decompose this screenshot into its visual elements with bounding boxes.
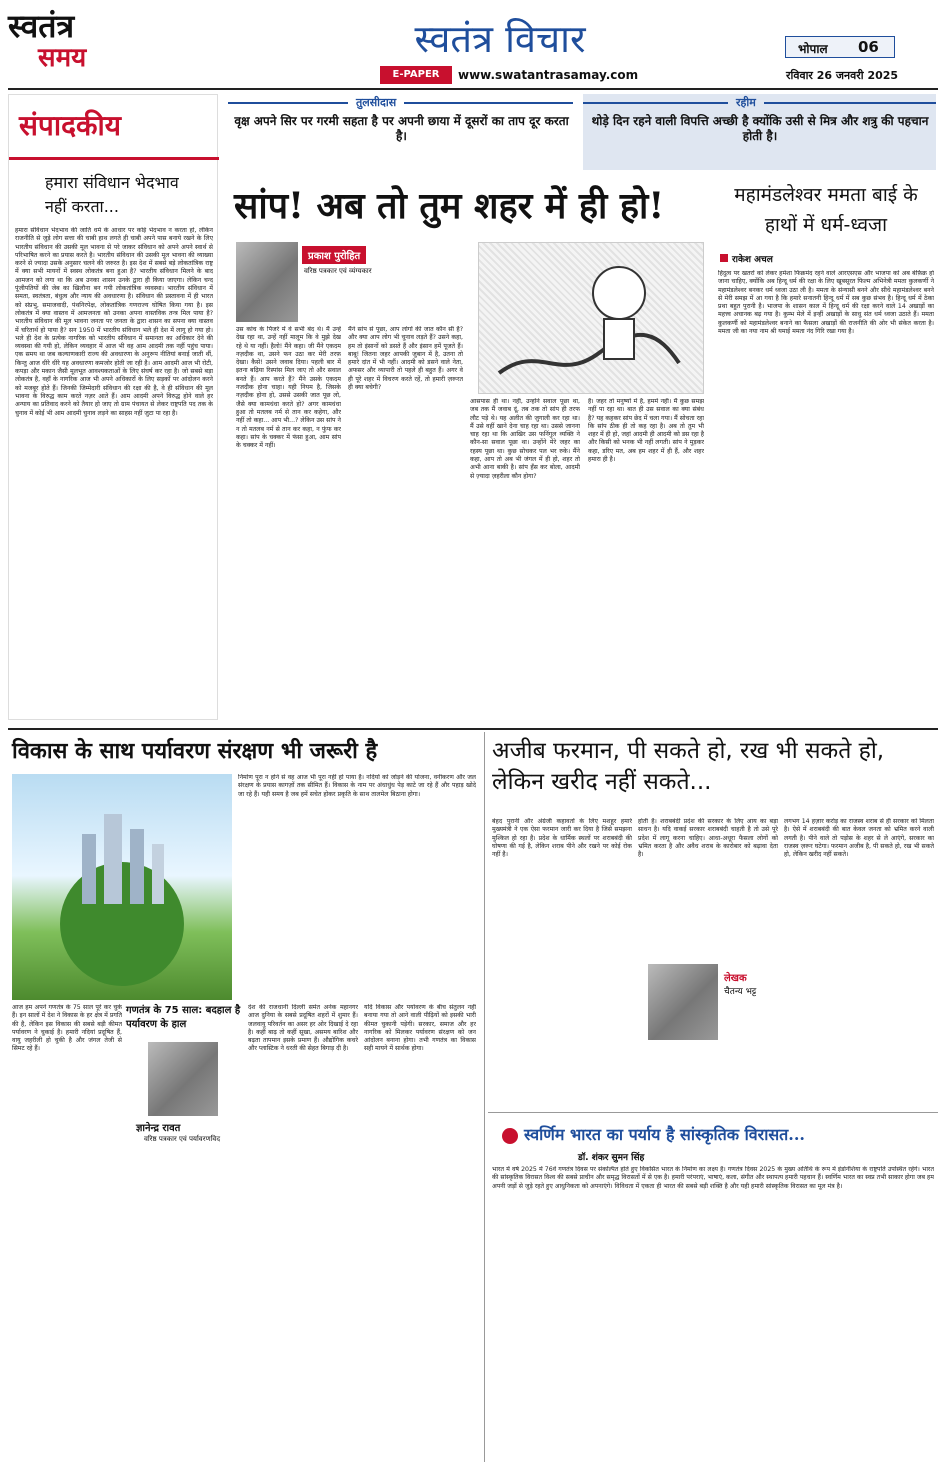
environment-headline: विकास के साथ पर्यावरण संरक्षण भी जरूरी है (12, 738, 378, 764)
environment-body-col1: आज हम अपने गणतंत्र के 75 साल पूरे कर चुके हैं। इन सालों में देश ने विकास के हर क्षेत्र में प्रगति की है, लेकिन इस विकास की सबसे बड़ी कीमत पर्यावरण ने चुकाई है। हमारी नदियां प्रदूषित हैं, वायु जहरीली हो चुकी है और जंगल तेजी से सिमट रहे हैं। (12, 1004, 122, 1053)
environment-body-col3: यदि विकास और पर्यावरण के बीच संतुलन नहीं बनाया गया तो आने वाली पीढ़ियों को इसकी भारी कीमत चुकानी पड़ेगी। सरकार, समाज और हर नागरिक को मिलकर पर्यावरण संरक्षण को जन आंदोलन बनाना होगा। तभी गणतंत्र का विकास सही मायने में सार्थक होगा। (364, 1004, 476, 1053)
author-name-purohit: प्रकाश पुरोहित (302, 246, 366, 264)
quote-author-tulsidas: तुलसीदास (348, 95, 404, 110)
author-label-bhatt: लेखक (724, 973, 747, 984)
satire-body-col1: उस कांच के पिंजरे में वे सभी बंद थे। मैं उन्हें देख रहा था, उन्हें नहीं मालूम कि वे मुझे देख रहे थे या नहीं। हैलो! मैंने कहा। जी मैंने एकदम नज़दीक था, उसने फन उठा कर मेरी तरफ़ देखा। कैसे! उसने जवाब दिया। पहली बार में इतना बढ़िया रिस्पांस मिल जाए तो और सवाल बनते हैं। आप करते हैं? मैंने उसके एकदम नजदीक होना चाहा। यही नियम है, जिसके नज़दीक होना हो, उससे उसकी जात पूछ लो, जैसे क्या कामधंधा करते हो? अगर कामधंधा हुआ तो मतलब नर्म से तान कर कहेगा, और नहीं तो कहा... आप भी...? लेकिन उस सांप ने न तो मतलब नर्म से तान कर कहा, न फुंफ कर कहा। सांप के चक्कर में फंसा हुआ, आम सांप के चक्कर में नहीं। (236, 326, 341, 450)
satire-body-col2: मैंने सांप से पूछा, आप लोगों की जात कौन सी है? और क्या आप लोग भी चुनाव लड़ते हैं? उसने कहा, हम तो इंसानों को डसते हैं और इंसान हमें पूजते हैं। बाबू! जितना जहर आपकी जुबान में है, उतना तो हमारे दांत में भी नहीं। आदमी को डसने वाले नेता, अफसर और व्यापारी तो पहले ही बहुत हैं। अगर वे ही पूरे शहर में विचरण करते रहें, तो हमारी ज़रूरत ही क्या बचेगी? (348, 326, 463, 392)
swarnim-headline: स्वर्णिम भारत का पर्याय है सांस्कृतिक विरासत... (524, 1125, 805, 1144)
sharab-headline: अजीब फरमान, पी सकते हो, रख भी सकते हो, लेकिन खरीद नहीं सकते... (492, 738, 885, 795)
logo-bottom-text: समय (38, 43, 87, 73)
satire-article (228, 176, 706, 724)
logo-top-text: स्वतंत्र (8, 7, 75, 45)
paper-title: स्वतंत्र विचार (414, 17, 586, 61)
dharma-body: हिंदुत्व पर खतरों को लेकर हमेशा फिक्रमंद रहने वाले आरएसएस और भाजपा को अब बेफ़िक्र हो जाना चाहिए, क्योंकि अब हिन्दू धर्म की रक्षा के लिए खूबसूरत फिल्म अभिनेत्री ममता कुलकर्णी ने महामंडलेश्वर बनकर धर्म ध्वजा उठा ली है। ममता के संन्यासी बनने और सीधे महामंडलेश्वर बनने से मेरी समझ में आ गया है कि हमारे सनातनी हिन्दू धर्म में सब कुछ संभव है। हिन्दू धर्म में ठेका प्रथा बहुत पुरानी है। भाजपा के शासन काल में हिन्दू धर्म की रक्षा करने वाले 14 अखाड़ों का महत्त्व अचानक बढ़ गया है। कुम्भ मेले में इन्हीं अखाड़ों के साधु संत धर्म ध्वजा उठाते हैं। ममता कुलकर्णी को महामंडलेश्वर बनाने का फैसला अखाड़ों की राजनीति की ओर भी संकेत करता है। ममता जी का नया नाम श्री यमाई ममता नंद गिरि रखा गया है। (718, 270, 934, 336)
swarnim-body: भारत में वर्ष 2025 में 76वें गणतंत्र दिवस पर संकल्पित होते हुए विकसित भारत के निर्माण का लक्ष्य है। गणतंत्र दिवस 2025 के मुख्य अतिथि के रूप में इंडोनेशिया के राष्ट्रपति उपस्थित रहेंगे। भारत की सांस्कृतिक विरासत विश्व की सबसे प्राचीन और समृद्ध विरासतों में से एक है। हमारी परंपराएं, भाषाएं, कला, संगीत और स्थापत्य हमारी पहचान हैं। स्वर्णिम भारत का स्वप्न तभी साकार होगा जब हम अपनी जड़ों से जुड़े रहते हुए आधुनिकता को अपनाएंगे। विविधता में एकता ही भारत की सबसे बड़ी शक्ति है और यही हमारी सांस्कृतिक विरासत का मूल मंत्र है। (492, 1166, 934, 1190)
satire-body-col4: है। जहर तो मनुष्यों में है, हममें नहीं। मैं कुछ समझ नहीं पा रहा था। बात ही उस सवाल का क्या संबंध है? यह कहकर सांप छेद में चला गया। मैं सोचता रहा कि सांप ठीक ही तो कह रहा है। अब तो तुम भी शहर में ही हो, जहां आदमी ही आदमी को डस रहा है और किसी को भनक भी नहीं लगती। सांप ने मुड़कर कहा, डरिए मत, अब हम शहर में ही हैं, और शहर हमारा ही है। (588, 398, 704, 464)
epaper-badge[interactable] (380, 66, 452, 84)
author-name-bhatt: चैतन्य भट्ट (724, 987, 757, 997)
epaper-label: E-PAPER (392, 69, 440, 80)
sharab-body-col2: होती है। शराबबंदी प्रदेश की सरकार के लिए आय का बड़ा साधन है। यदि वाकई सरकार शराबबंदी चाहती है तो उसे पूरे प्रदेश में लागू करना चाहिए। आधा-अधूरा फैसला लोगों को भ्रमित करता है और अवैध शराब के कारोबार को बढ़ावा देता है। (638, 818, 778, 859)
author-photo-bhatt (648, 964, 718, 1040)
dharma-author: राकेश अचल (732, 255, 773, 265)
dharma-article (712, 176, 938, 724)
editorial-section (8, 94, 218, 720)
author-photo-purohit (236, 242, 298, 322)
logo[interactable] (8, 8, 118, 80)
issue-date: रविवार 26 जनवरी 2025 (786, 69, 899, 82)
snake-cartoon (478, 242, 704, 394)
author-role-rawat: वरिष्ठ पत्रकार एवं पर्यावरणविद (143, 1135, 221, 1143)
swarnim-author: डॉ. शंकर सुमन सिंह (578, 1153, 645, 1163)
quote-text-tulsidas: वृक्ष अपने सिर पर गरमी सहता है पर अपनी छाया में दूसरों का ताप दूर करता है। (234, 114, 569, 143)
environment-article (8, 732, 480, 1462)
swarnim-article (488, 1116, 938, 1462)
editorial-headline: हमारा संविधान भेदभाव नहीं करता... (45, 173, 179, 216)
satire-headline: सांप! अब तो तुम शहर में ही हो! (234, 185, 665, 227)
editorial-body: हमारा संविधान भेदभाव की जाति धर्म के आधार पर कोई भेदभाव न करता हो, लेकिन राजनीति से जुड़े लोग सत्ता की चाबी हाथ लगते ही चाबी अपने पास बनाये रखने के लिए भारतीय संविधान की उसकी मूल भावना से परे जाकर संविधान को अपने अपने स्वार्थ से परिभाषित करने का प्रयास करते है। भारतीय संविधान की उसकी मूल भावना की व्याख्या करने से ज्यादा उसके अनुसार चलने की जरुरत है। इस देश में सबसे बड़े लोकतांत्रिक राष्ट्र में क्या सभी मायनों में स्वस्थ लोकतंत्र बना हुआ है? भारतीय संविधान मिलने के बाद आमजन को लगा था कि अब उनका शासन उनके द्वारा ही किया जाएगा। लेकिन चन्द पूंजीपतियों की जेब का खिलौना बन गयी लोकतांत्रिक व्यवस्था। भारतीय संविधान में समता, स्वतंत्रता, बंधुत्व और न्याय की अवधारणा है। संविधान की प्रस्तावना में ही भारत को संप्रभु, समाजवादी, पंथनिरपेक्ष, लोकतांत्रिक गणराज्य घोषित किया गया है। इस लोकतंत्र में क्या वास्तव में आमजनता को उनका अपना वास्तविक तन्त्र मिल पाया है? भारतीय संविधान की मूल भावना जनता पर जनता के द्वारा शासन का सपना क्या वास्तव में चरितार्थ हो पाया है? सन 1950 में भारतीय संविधान भले ही देश में लागू हो गया हो। भले ही देश के प्रत्येक नागरिक को भारतीय संविधान में समानता का अधिकार देने की व्यवस्था की गयी हो, लेकिन व्यवहार में आज भी वह आम आदमी तक नहीं पहुंच पाया। एक समय था जब कल्याणकारी राज्य की अवधारणा के अनुरूप नीतियां बनाई जाती थीं, किन्तु आज धीरे धीरे यह अवधारणा कमजोर होती जा रही है। आम आदमी आज भी रोटी, कपड़ा और मकान जैसी मूलभूत आवश्यकताओं के लिए संघर्ष कर रहा है। जो सबसे बड़ा लोकतंत्र है, वहाँ के नागरिक आज भी अपने अधिकारों के लिए सड़कों पर आंदोलन करने को मजबूर होते हैं। जिनकी जिम्मेदारी संविधान की रक्षा की है, वे ही संविधान की मूल भावना के विरुद्ध काम करते नज़र आते हैं। आम आदमी अपने विरुद्ध होने वाले हर अन्याय का प्रतिवाद करने को तैयार हो जाए तो ग्राम पंचायत से लेकर राष्ट्रपति पद तक के चुनाव में कोई भी आम आदमी चुनाव लड़ने का साहस नहीं जुटा पा रहा है। (15, 227, 213, 417)
earth-graphic (12, 774, 232, 1000)
author-role-purohit: वरिष्ठ पत्रकार एवं व्यंग्यकार (304, 267, 372, 275)
environment-subhead: गणतंत्र के 75 साल: बदहाल है पर्यावरण के हाल (126, 1005, 241, 1030)
editorial-title: संपादकीय (19, 109, 121, 142)
author-photo-rawat (148, 1042, 218, 1116)
cartoon-drawing (479, 243, 705, 395)
edition-city: भोपाल (798, 42, 828, 56)
page-number: 06 (858, 38, 879, 56)
environment-body-col2: देश की राजधानी दिल्ली समेत अनेक महानगर आज दुनिया के सबसे प्रदूषित शहरों में शुमार हैं। जलवायु परिवर्तन का असर हर ओर दिखाई दे रहा है। कहीं बाढ़ तो कहीं सूखा, असमय बारिश और बढ़ता तापमान इसके प्रमाण हैं। औद्योगिक कचरे और प्लास्टिक ने धरती की सेहत बिगाड़ दी है। (248, 1004, 358, 1053)
sharab-article (488, 732, 938, 1112)
dharma-headline: महामंडलेश्वर ममता बाई के हाथों में धर्म-ध्वजा (734, 184, 918, 236)
environment-body-col4: निर्माण पूरा न होने से वह आज भी पूरा नहीं हो पाया है। नदियों को जोड़ने की योजना, वनीकरण और जल संरक्षण के प्रयास कागज़ों तक सीमित हैं। विकास के नाम पर अंधाधुंध पेड़ काटे जा रहे हैं और पहाड़ खोदे जा रहे हैं। यही समय है जब हमें सचेत होकर प्रकृति के साथ तालमेल बिठाना होगा। (238, 774, 476, 798)
quote-author-rahim: रहीम (728, 95, 764, 110)
sharab-body-col1: बेहद पुरानी और अंग्रेजी कहावतों के लिए मशहूर हमारे मुख्यमंत्री ने एक ऐसा फरमान जारी कर दिया है जिसे समझना मुश्किल हो रहा है। प्रदेश के धार्मिक स्थलों पर शराबबंदी की घोषणा की गई है, लेकिन शराब पीने और रखने पर कोई रोक नहीं है। (492, 818, 632, 859)
quote-text-rahim: थोड़े दिन रहने वाली विपत्ति अच्छी है क्योंकि उसी से मित्र और शत्रु की पहचान होती है। (591, 114, 929, 143)
sharab-body-col3: लगभग 14 हज़ार करोड़ का राजस्व शराब से ही सरकार को मिलता है। ऐसे में शराबबंदी की बात केवल जनता को भ्रमित करने वाली लगती है। पीने वाले तो पड़ोस के शहर से ले आएंगे, सरकार का राजस्व ज़रूर घटेगा। फरमान अजीब है, पी सकते हो, रख भी सकते हो, लेकिन खरीद नहीं सकते। (784, 818, 934, 859)
site-url[interactable]: www.swatantrasamay.com (458, 68, 639, 82)
quotes-band (228, 94, 936, 170)
edition-box (785, 36, 895, 58)
satire-body-col3: आसपास ही था। नहीं, उन्होंने सवाल पूछा था, जब तक मैं जवाब दूं, तब तक तो सांप ही तरफ लौट पड़े थे। यह अलीत की जुगाली कर रहा था। मैं उसे वहीं खाने देना चाह रहा था। उससे जानना चाह रहा था कि आखिर उस फनिंगुल व्यक्ति ने कौन-सा सवाल पूछा था। उन्होंने मेरे जहर का रहस्य पूछा था। कुछ सोचकर पल भर रुके। मैंने कहा, आप तो अब भी जंगल में ही हो, शहर तो अभी आना बाकी है। सांप हँस कर बोला, आदमी से ज़्यादा ज़हरीला कौन होगा? (470, 398, 580, 480)
author-name-rawat: ज्ञानेन्द्र रावत (136, 1123, 181, 1134)
environment-illustration (12, 774, 232, 1000)
